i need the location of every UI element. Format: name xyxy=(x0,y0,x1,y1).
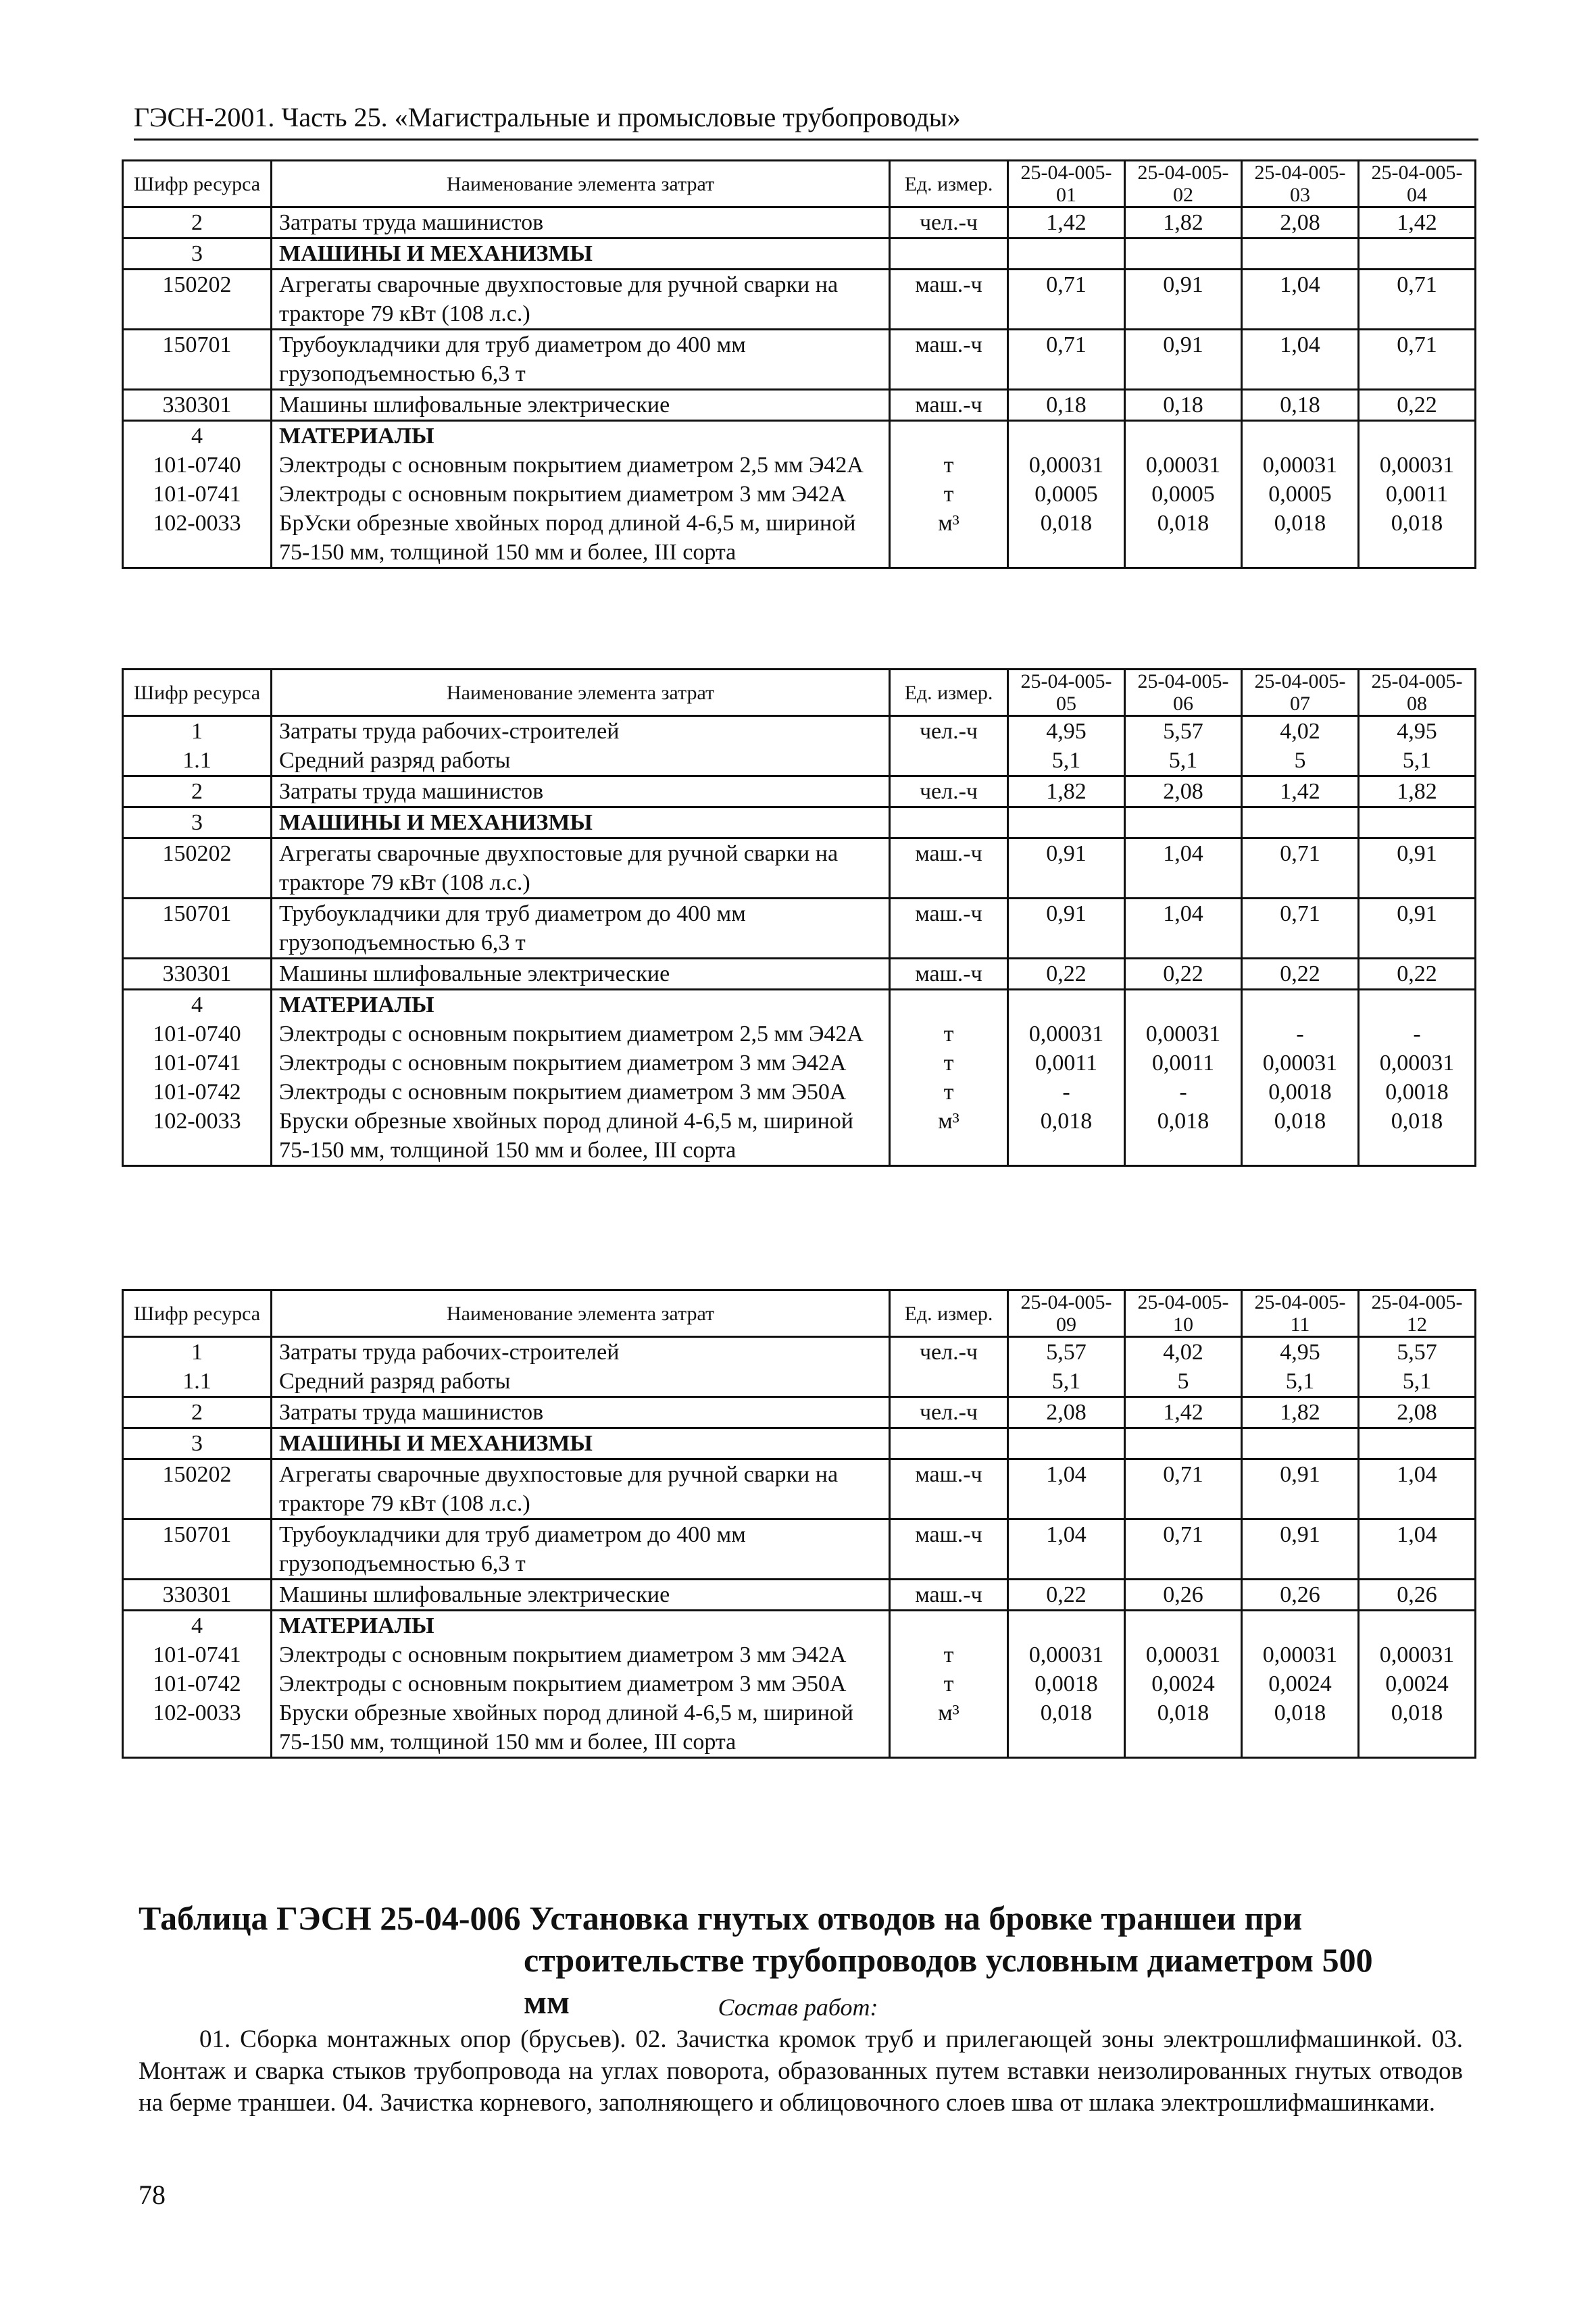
table-row xyxy=(123,1337,1476,1367)
norm-table-2 xyxy=(122,668,1476,1167)
resource-value xyxy=(1242,990,1359,1020)
table-row xyxy=(123,899,1476,959)
resource-value xyxy=(1359,421,1476,451)
resource-value: 0,22 xyxy=(1359,390,1476,421)
resource-unit: м³ xyxy=(890,1699,1008,1758)
resource-unit xyxy=(890,238,1008,270)
resource-value: 0,00031 xyxy=(1125,1020,1242,1049)
resource-unit: маш.-ч xyxy=(890,1459,1008,1519)
resource-value: 0,0018 xyxy=(1008,1669,1125,1699)
resource-value xyxy=(1125,1611,1242,1641)
composition-heading: Состав работ: xyxy=(718,1994,878,2021)
resource-value: 0,71 xyxy=(1125,1519,1242,1580)
table-header-row xyxy=(123,161,1476,207)
resource-value: 5,1 xyxy=(1359,746,1476,776)
resource-value: 4,95 xyxy=(1008,716,1125,747)
resource-value: 1,04 xyxy=(1242,270,1359,330)
resource-value: 2,08 xyxy=(1242,207,1359,238)
resource-value: 0,0005 xyxy=(1242,480,1359,509)
resource-name: Затраты труда машинистов xyxy=(272,1397,890,1428)
resource-value: 0,22 xyxy=(1359,959,1476,990)
header-unit: Ед. измер. xyxy=(890,1290,1008,1337)
resource-value xyxy=(1359,1428,1476,1459)
table-header-row xyxy=(123,670,1476,716)
table-row xyxy=(123,390,1476,421)
resource-value: - xyxy=(1359,1020,1476,1049)
resource-value xyxy=(1242,807,1359,838)
resource-code: 330301 xyxy=(123,1580,272,1611)
table-row xyxy=(123,1519,1476,1580)
resource-name: Агрегаты сварочные двухпостовые для ручной сварки на тракторе 79 кВт (108 л.с.) xyxy=(272,270,890,330)
resource-value: 0,91 xyxy=(1008,899,1125,959)
resource-value: 0,22 xyxy=(1242,959,1359,990)
resource-name: Агрегаты сварочные двухпостовые для ручной сварки на тракторе 79 кВт (108 л.с.) xyxy=(272,838,890,899)
running-title: ГЭСН-2001. Часть 25. «Магистральные и промысловые трубопроводы» xyxy=(134,101,1478,141)
resource-value: 0,00031 xyxy=(1359,1640,1476,1669)
resource-value: 0,018 xyxy=(1008,1699,1125,1758)
resource-value: 0,71 xyxy=(1242,899,1359,959)
table-row xyxy=(123,238,1476,270)
resource-code: 150701 xyxy=(123,330,272,390)
resource-unit: маш.-ч xyxy=(890,1580,1008,1611)
resource-value: - xyxy=(1242,1020,1359,1049)
resource-value: - xyxy=(1125,1078,1242,1107)
resource-value: 1,42 xyxy=(1242,776,1359,807)
resource-unit xyxy=(890,807,1008,838)
resource-value: 1,82 xyxy=(1242,1397,1359,1428)
resource-value: 0,00031 xyxy=(1125,1640,1242,1669)
resource-code: 101-0741 xyxy=(123,1049,272,1078)
resource-name: Агрегаты сварочные двухпостовые для ручной сварки на тракторе 79 кВт (108 л.с.) xyxy=(272,1459,890,1519)
resource-unit: т xyxy=(890,1049,1008,1078)
resource-value: 0,91 xyxy=(1242,1519,1359,1580)
resource-unit: маш.-ч xyxy=(890,959,1008,990)
resource-value: 0,22 xyxy=(1008,959,1125,990)
resource-value: 0,22 xyxy=(1008,1580,1125,1611)
resource-name: БрУски обрезные хвойных пород длиной 4-6,5 м, шириной 75-150 мм, толщиной 150 мм и более, III сорта xyxy=(272,509,890,568)
resource-value: 0,018 xyxy=(1008,1107,1125,1166)
resource-value: 0,018 xyxy=(1125,1699,1242,1758)
table-row xyxy=(123,1020,1476,1049)
header-column-code: 25-04-005-03 xyxy=(1242,161,1359,207)
resource-code: 101-0740 xyxy=(123,451,272,480)
resource-unit: т xyxy=(890,1640,1008,1669)
header-column-code: 25-04-005-06 xyxy=(1125,670,1242,716)
table-row xyxy=(123,1611,1476,1641)
header-code: Шифр ресурса xyxy=(123,161,272,207)
resource-name: Машины шлифовальные электрические xyxy=(272,959,890,990)
resource-value: 1,04 xyxy=(1125,838,1242,899)
resource-value xyxy=(1125,238,1242,270)
resource-value: 0,18 xyxy=(1242,390,1359,421)
resource-value: 0,26 xyxy=(1125,1580,1242,1611)
resource-name: МАТЕРИАЛЫ xyxy=(272,421,890,451)
resource-code: 3 xyxy=(123,1428,272,1459)
resource-name: Средний разряд работы xyxy=(272,746,890,776)
resource-unit: маш.-ч xyxy=(890,270,1008,330)
resource-value: 0,00031 xyxy=(1008,451,1125,480)
resource-value: 0,00031 xyxy=(1242,451,1359,480)
resource-value: 5 xyxy=(1125,1367,1242,1397)
header-column-code: 25-04-005-12 xyxy=(1359,1290,1476,1337)
resource-code: 330301 xyxy=(123,959,272,990)
resource-value: 0,0018 xyxy=(1359,1078,1476,1107)
header-name: Наименование элемента затрат xyxy=(272,670,890,716)
resource-unit xyxy=(890,990,1008,1020)
resource-value: 2,08 xyxy=(1008,1397,1125,1428)
table-row xyxy=(123,959,1476,990)
resource-name: Машины шлифовальные электрические xyxy=(272,1580,890,1611)
resource-value: 4,95 xyxy=(1242,1337,1359,1367)
resource-value xyxy=(1125,807,1242,838)
resource-value: 0,00031 xyxy=(1359,1049,1476,1078)
resource-unit: м³ xyxy=(890,509,1008,568)
table-row xyxy=(123,1640,1476,1669)
resource-name: Электроды с основным покрытием диаметром 3 мм Э42А xyxy=(272,480,890,509)
resource-name: Электроды с основным покрытием диаметром 3 мм Э50А xyxy=(272,1078,890,1107)
resource-value: 0,00031 xyxy=(1242,1640,1359,1669)
header-column-code: 25-04-005-11 xyxy=(1242,1290,1359,1337)
resource-code: 4 xyxy=(123,990,272,1020)
resource-name: Бруски обрезные хвойных пород длиной 4-6,5 м, шириной 75-150 мм, толщиной 150 мм и более, III сорта xyxy=(272,1107,890,1166)
composition-text: 01. Сборка монтажных опор (брусьев). 02. Зачистка кромок труб и прилегающей зоны электрошлифмашинкой. 03. Монтаж и сварка стыков трубопровода на углах поворота, образованных путем вставки неизолированных гнутых отводов на берме траншеи. 04. Зачистка корневого, заполняющего и облицовочного слоев шва от шлака электрошлифмашинками. xyxy=(139,2026,1463,2117)
resource-value: 0,0024 xyxy=(1125,1669,1242,1699)
resource-name: Электроды с основным покрытием диаметром 3 мм Э50А xyxy=(272,1669,890,1699)
resource-value: 0,71 xyxy=(1008,330,1125,390)
table-row xyxy=(123,1367,1476,1397)
resource-value xyxy=(1125,1428,1242,1459)
resource-name: Трубоукладчики для труб диаметром до 400 мм грузоподъемностью 6,3 т xyxy=(272,1519,890,1580)
resource-value: 0,0011 xyxy=(1359,480,1476,509)
resource-code: 2 xyxy=(123,207,272,238)
resource-value xyxy=(1359,990,1476,1020)
resource-unit xyxy=(890,1367,1008,1397)
resource-value xyxy=(1008,421,1125,451)
resource-code: 102-0033 xyxy=(123,509,272,568)
resource-unit: т xyxy=(890,1669,1008,1699)
resource-unit: чел.-ч xyxy=(890,1337,1008,1367)
resource-value: 0,018 xyxy=(1242,1699,1359,1758)
header-column-code: 25-04-005-07 xyxy=(1242,670,1359,716)
resource-value: - xyxy=(1008,1078,1125,1107)
resource-value: 0,00031 xyxy=(1359,451,1476,480)
table-row xyxy=(123,1397,1476,1428)
resource-value: 1,04 xyxy=(1008,1459,1125,1519)
resource-unit: чел.-ч xyxy=(890,1397,1008,1428)
resource-value: 0,018 xyxy=(1008,509,1125,568)
resource-value: 1,82 xyxy=(1125,207,1242,238)
resource-code: 101-0741 xyxy=(123,1640,272,1669)
resource-value: 0,00031 xyxy=(1008,1640,1125,1669)
header-code: Шифр ресурса xyxy=(123,1290,272,1337)
resource-code: 4 xyxy=(123,421,272,451)
table-row xyxy=(123,270,1476,330)
header-code: Шифр ресурса xyxy=(123,670,272,716)
resource-value: 0,0018 xyxy=(1242,1078,1359,1107)
resource-code: 1 xyxy=(123,1337,272,1367)
resource-value: 2,08 xyxy=(1359,1397,1476,1428)
resource-value: 1,04 xyxy=(1359,1519,1476,1580)
resource-value: 1,04 xyxy=(1125,899,1242,959)
resource-unit: м³ xyxy=(890,1107,1008,1166)
resource-value xyxy=(1242,1428,1359,1459)
resource-value: 5,1 xyxy=(1008,1367,1125,1397)
resource-name: МАШИНЫ И МЕХАНИЗМЫ xyxy=(272,238,890,270)
resource-value: 0,018 xyxy=(1242,509,1359,568)
resource-code: 101-0742 xyxy=(123,1078,272,1107)
resource-value: 5,57 xyxy=(1359,1337,1476,1367)
table-row xyxy=(123,1049,1476,1078)
resource-name: Затраты труда машинистов xyxy=(272,776,890,807)
resource-value: 0,91 xyxy=(1125,270,1242,330)
resource-value: 0,71 xyxy=(1008,270,1125,330)
header-column-code: 25-04-005-02 xyxy=(1125,161,1242,207)
resource-name: Электроды с основным покрытием диаметром 2,5 мм Э42А xyxy=(272,451,890,480)
resource-value: 0,22 xyxy=(1125,959,1242,990)
resource-name: МАШИНЫ И МЕХАНИЗМЫ xyxy=(272,807,890,838)
resource-value: 0,18 xyxy=(1008,390,1125,421)
resource-code: 102-0033 xyxy=(123,1107,272,1166)
resource-code: 330301 xyxy=(123,390,272,421)
table-row xyxy=(123,746,1476,776)
resource-value: 0,91 xyxy=(1008,838,1125,899)
resource-value: 0,018 xyxy=(1359,1107,1476,1166)
resource-code: 3 xyxy=(123,807,272,838)
resource-code: 1.1 xyxy=(123,746,272,776)
resource-value xyxy=(1008,238,1125,270)
resource-value xyxy=(1359,238,1476,270)
resource-value: 5,57 xyxy=(1008,1337,1125,1367)
resource-code: 150202 xyxy=(123,838,272,899)
resource-value: 0,26 xyxy=(1242,1580,1359,1611)
table-row xyxy=(123,451,1476,480)
resource-value xyxy=(1242,1611,1359,1641)
resource-name: Затраты труда машинистов xyxy=(272,207,890,238)
resource-unit: чел.-ч xyxy=(890,776,1008,807)
resource-code: 2 xyxy=(123,776,272,807)
resource-code: 1 xyxy=(123,716,272,747)
resource-value: 0,71 xyxy=(1125,1459,1242,1519)
header-name: Наименование элемента затрат xyxy=(272,1290,890,1337)
resource-code: 150701 xyxy=(123,1519,272,1580)
resource-value: 5,1 xyxy=(1008,746,1125,776)
header-column-code: 25-04-005-04 xyxy=(1359,161,1476,207)
norm-table-1 xyxy=(122,159,1476,569)
resource-value: 0,0024 xyxy=(1359,1669,1476,1699)
resource-value: 0,71 xyxy=(1359,330,1476,390)
table-row xyxy=(123,1428,1476,1459)
norm-table-3-body xyxy=(123,1290,1476,1758)
header-unit: Ед. измер. xyxy=(890,161,1008,207)
resource-name: Средний разряд работы xyxy=(272,1367,890,1397)
resource-code: 102-0033 xyxy=(123,1699,272,1758)
table-row xyxy=(123,990,1476,1020)
resource-value: 0,00031 xyxy=(1008,1020,1125,1049)
resource-name: Затраты труда рабочих-строителей xyxy=(272,1337,890,1367)
resource-value: 0,71 xyxy=(1359,270,1476,330)
resource-value: 4,02 xyxy=(1242,716,1359,747)
resource-unit: маш.-ч xyxy=(890,1519,1008,1580)
resource-value xyxy=(1242,238,1359,270)
resource-name: Трубоукладчики для труб диаметром до 400 мм грузоподъемностью 6,3 т xyxy=(272,899,890,959)
norm-table-3 xyxy=(122,1289,1476,1759)
header-unit: Ед. измер. xyxy=(890,670,1008,716)
header-column-code: 25-04-005-01 xyxy=(1008,161,1125,207)
header-column-code: 25-04-005-08 xyxy=(1359,670,1476,716)
resource-value: 1,42 xyxy=(1359,207,1476,238)
resource-value: 0,18 xyxy=(1125,390,1242,421)
resource-value xyxy=(1242,421,1359,451)
page-number: 78 xyxy=(139,2180,166,2210)
resource-name: МАТЕРИАЛЫ xyxy=(272,990,890,1020)
norm-table-1-body xyxy=(123,161,1476,568)
resource-code: 101-0742 xyxy=(123,1669,272,1699)
resource-value: 0,91 xyxy=(1242,1459,1359,1519)
resource-unit: т xyxy=(890,451,1008,480)
resource-code: 150202 xyxy=(123,1459,272,1519)
resource-name: МАШИНЫ И МЕХАНИЗМЫ xyxy=(272,1428,890,1459)
resource-value xyxy=(1125,421,1242,451)
resource-name: МАТЕРИАЛЫ xyxy=(272,1611,890,1641)
resource-value: 0,0005 xyxy=(1008,480,1125,509)
table-row xyxy=(123,207,1476,238)
resource-name: Бруски обрезные хвойных пород длиной 4-6,5 м, шириной 75-150 мм, толщиной 150 мм и более, III сорта xyxy=(272,1699,890,1758)
resource-value: 0,0011 xyxy=(1125,1049,1242,1078)
resource-unit: т xyxy=(890,480,1008,509)
resource-value: 0,0024 xyxy=(1242,1669,1359,1699)
header-name: Наименование элемента затрат xyxy=(272,161,890,207)
resource-code: 101-0741 xyxy=(123,480,272,509)
table-row xyxy=(123,838,1476,899)
resource-value xyxy=(1008,1611,1125,1641)
table-row xyxy=(123,1580,1476,1611)
resource-value: 5 xyxy=(1242,746,1359,776)
table-header-row xyxy=(123,1290,1476,1337)
resource-value: 0,0011 xyxy=(1008,1049,1125,1078)
resource-unit: маш.-ч xyxy=(890,390,1008,421)
resource-value: 0,91 xyxy=(1125,330,1242,390)
resource-value: 0,018 xyxy=(1242,1107,1359,1166)
norm-table-2-body xyxy=(123,670,1476,1166)
resource-name: Электроды с основным покрытием диаметром 2,5 мм Э42А xyxy=(272,1020,890,1049)
resource-value: 5,1 xyxy=(1125,746,1242,776)
resource-unit: маш.-ч xyxy=(890,330,1008,390)
table-row xyxy=(123,421,1476,451)
resource-value xyxy=(1359,1611,1476,1641)
resource-value: 0,018 xyxy=(1125,1107,1242,1166)
resource-unit xyxy=(890,1428,1008,1459)
resource-value: 1,04 xyxy=(1242,330,1359,390)
resource-value xyxy=(1125,990,1242,1020)
resource-value: 0,018 xyxy=(1125,509,1242,568)
resource-name: Машины шлифовальные электрические xyxy=(272,390,890,421)
resource-value: 0,91 xyxy=(1359,838,1476,899)
resource-unit: чел.-ч xyxy=(890,716,1008,747)
table-row xyxy=(123,1107,1476,1166)
resource-code: 150701 xyxy=(123,899,272,959)
resource-unit xyxy=(890,746,1008,776)
resource-value: 0,018 xyxy=(1359,1699,1476,1758)
resource-code: 101-0740 xyxy=(123,1020,272,1049)
resource-name: Электроды с основным покрытием диаметром 3 мм Э42А xyxy=(272,1640,890,1669)
table-title-line1: Таблица ГЭСН 25-04-006 Установка гнутых отводов на бровке траншеи при xyxy=(139,1899,1303,1937)
resource-value: 2,08 xyxy=(1125,776,1242,807)
resource-unit: т xyxy=(890,1078,1008,1107)
resource-value: 1,82 xyxy=(1008,776,1125,807)
table-row xyxy=(123,1078,1476,1107)
resource-unit: маш.-ч xyxy=(890,899,1008,959)
resource-value: 1,04 xyxy=(1008,1519,1125,1580)
resource-unit xyxy=(890,421,1008,451)
resource-value xyxy=(1008,1428,1125,1459)
table-row xyxy=(123,480,1476,509)
resource-unit: чел.-ч xyxy=(890,207,1008,238)
resource-code: 1.1 xyxy=(123,1367,272,1397)
table-row xyxy=(123,776,1476,807)
resource-unit: маш.-ч xyxy=(890,838,1008,899)
table-row xyxy=(123,1699,1476,1758)
table-title-line2: строительстве трубопроводов условным диаметром 500 мм xyxy=(524,1941,1373,2021)
resource-value: 0,018 xyxy=(1359,509,1476,568)
resource-value: 0,00031 xyxy=(1242,1049,1359,1078)
resource-value: 0,91 xyxy=(1359,899,1476,959)
header-column-code: 25-04-005-05 xyxy=(1008,670,1125,716)
resource-value: 1,42 xyxy=(1008,207,1125,238)
table-row xyxy=(123,1459,1476,1519)
resource-unit: т xyxy=(890,1020,1008,1049)
table-row xyxy=(123,716,1476,747)
resource-value: 0,00031 xyxy=(1125,451,1242,480)
header-column-code: 25-04-005-10 xyxy=(1125,1290,1242,1337)
resource-name: Затраты труда рабочих-строителей xyxy=(272,716,890,747)
resource-value: 5,1 xyxy=(1359,1367,1476,1397)
resource-value xyxy=(1008,990,1125,1020)
table-row xyxy=(123,807,1476,838)
resource-value: 4,02 xyxy=(1125,1337,1242,1367)
resource-code: 3 xyxy=(123,238,272,270)
table-row xyxy=(123,330,1476,390)
resource-value: 4,95 xyxy=(1359,716,1476,747)
resource-value: 5,1 xyxy=(1242,1367,1359,1397)
resource-value: 1,04 xyxy=(1359,1459,1476,1519)
resource-unit xyxy=(890,1611,1008,1641)
resource-code: 150202 xyxy=(123,270,272,330)
table-row xyxy=(123,1669,1476,1699)
header-column-code: 25-04-005-09 xyxy=(1008,1290,1125,1337)
resource-code: 2 xyxy=(123,1397,272,1428)
resource-name: Трубоукладчики для труб диаметром до 400 мм грузоподъемностью 6,3 т xyxy=(272,330,890,390)
resource-value: 5,57 xyxy=(1125,716,1242,747)
resource-code: 4 xyxy=(123,1611,272,1641)
resource-value: 0,71 xyxy=(1242,838,1359,899)
resource-value: 0,0005 xyxy=(1125,480,1242,509)
resource-name: Электроды с основным покрытием диаметром 3 мм Э42А xyxy=(272,1049,890,1078)
table-row xyxy=(123,509,1476,568)
resource-value: 1,82 xyxy=(1359,776,1476,807)
resource-value xyxy=(1008,807,1125,838)
resource-value: 0,26 xyxy=(1359,1580,1476,1611)
resource-value: 1,42 xyxy=(1125,1397,1242,1428)
resource-value xyxy=(1359,807,1476,838)
